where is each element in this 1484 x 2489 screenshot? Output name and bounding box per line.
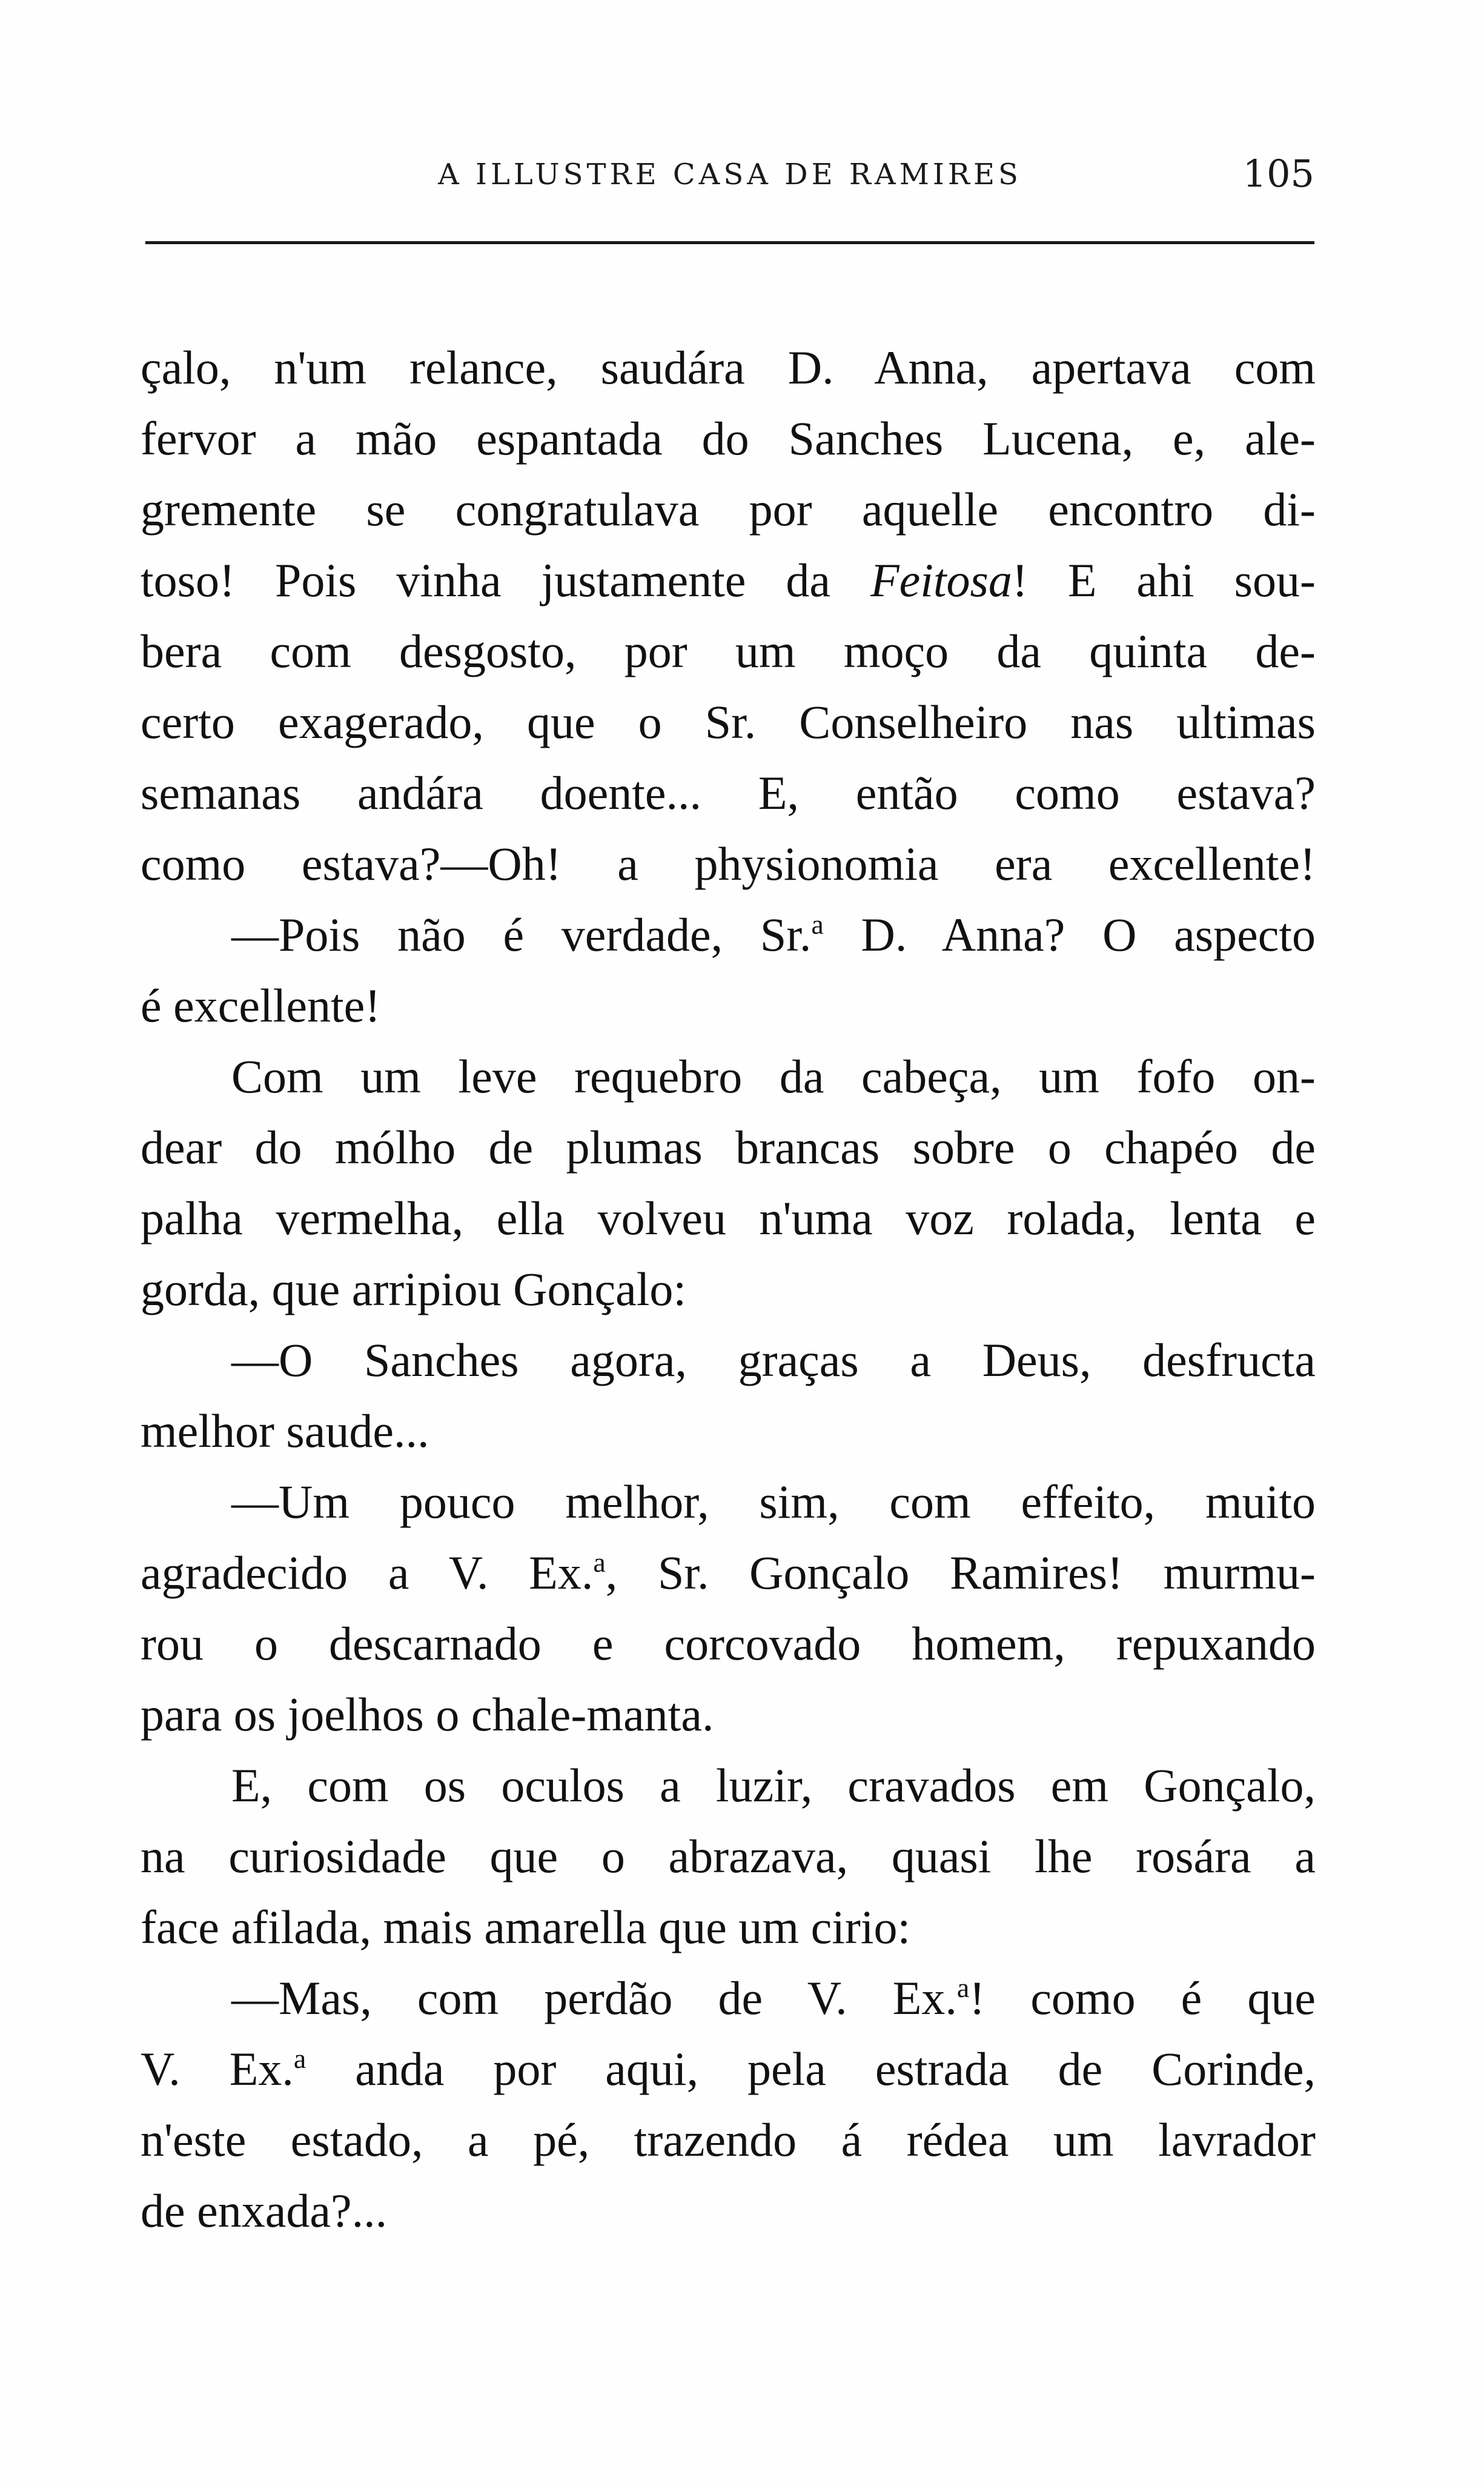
- text-line: rou o descarnado e corcovado homem, repuxando: [141, 1617, 1316, 1670]
- text-line: como estava?—Oh! a physionomia era excellente!: [141, 837, 1316, 890]
- text-line: para os joelhos o chale-manta.: [141, 1688, 714, 1741]
- paragraph: [141, 1750, 1316, 1962]
- text-line: dear do mólho de plumas brancas sobre o chapéo de: [141, 1121, 1316, 1174]
- body-text: [141, 332, 1316, 2246]
- paragraph: [141, 1324, 1316, 1466]
- text-line: é excellente!: [141, 979, 381, 1032]
- text-line: gorda, que arripiou Gonçalo:: [141, 1263, 687, 1315]
- text-line: toso! Pois vinha justamente da Feitosa! E ahi sou-: [141, 554, 1316, 606]
- text-line: bera com desgosto, por um moço da quinta de-: [141, 625, 1316, 677]
- paragraph: [141, 1962, 1316, 2246]
- text-line: —O Sanches agora, graças a Deus, desfructa: [231, 1334, 1316, 1386]
- running-title: A ILLUSTRE CASA DE RAMIRES: [438, 158, 1022, 191]
- paragraph: [141, 332, 1316, 899]
- text-line: —Mas, com perdão de V. Ex.$^a$! como é que: [231, 1972, 1316, 2024]
- paragraph: [141, 1041, 1316, 1324]
- text-line: gremente se congratulava por aquelle encontro di-: [141, 483, 1316, 536]
- header-rule: [145, 241, 1314, 244]
- text-line: na curiosidade que o abrazava, quasi lhe rosára a: [141, 1830, 1316, 1883]
- text-line: semanas andára doente... E, então como estava?: [141, 766, 1316, 819]
- paragraph: [141, 899, 1316, 1041]
- paragraph: [141, 1466, 1316, 1750]
- text-line: certo exagerado, que o Sr. Conselheiro nas ultimas: [141, 696, 1316, 748]
- text-line: fervor a mão espantada do Sanches Lucena, e, ale-: [141, 412, 1316, 465]
- text-line: de enxada?...: [141, 2184, 388, 2237]
- text-line: Com um leve requebro da cabeça, um fofo on-: [231, 1050, 1316, 1103]
- text-line: palha vermelha, ella volveu n'uma voz rolada, lenta e: [141, 1192, 1316, 1244]
- text-line: —Pois não é verdade, Sr.$^a$ D. Anna? O aspecto: [231, 908, 1316, 961]
- page-number: 105: [1242, 151, 1314, 196]
- text-line: V. Ex.$^a$ anda por aqui, pela estrada de Corinde,: [141, 2042, 1316, 2095]
- text-line: E, com os oculos a luzir, cravados em Gonçalo,: [231, 1759, 1316, 1812]
- text-line: çalo, n'um relance, saudára D. Anna, apertava com: [141, 341, 1316, 394]
- text-line: —Um pouco melhor, sim, com effeito, muito: [231, 1475, 1316, 1528]
- text-line: melhor saude...: [141, 1404, 429, 1457]
- text-line: n'este estado, a pé, trazendo á rédea um lavrador: [141, 2113, 1316, 2166]
- text-line: face afilada, mais amarella que um cirio:: [141, 1901, 911, 1953]
- italic-place-name: Feitosa: [870, 554, 1012, 606]
- text-line: agradecido a V. Ex.$^a$, Sr. Gonçalo Ramires! murmu-: [141, 1546, 1316, 1599]
- running-header: [145, 145, 1314, 218]
